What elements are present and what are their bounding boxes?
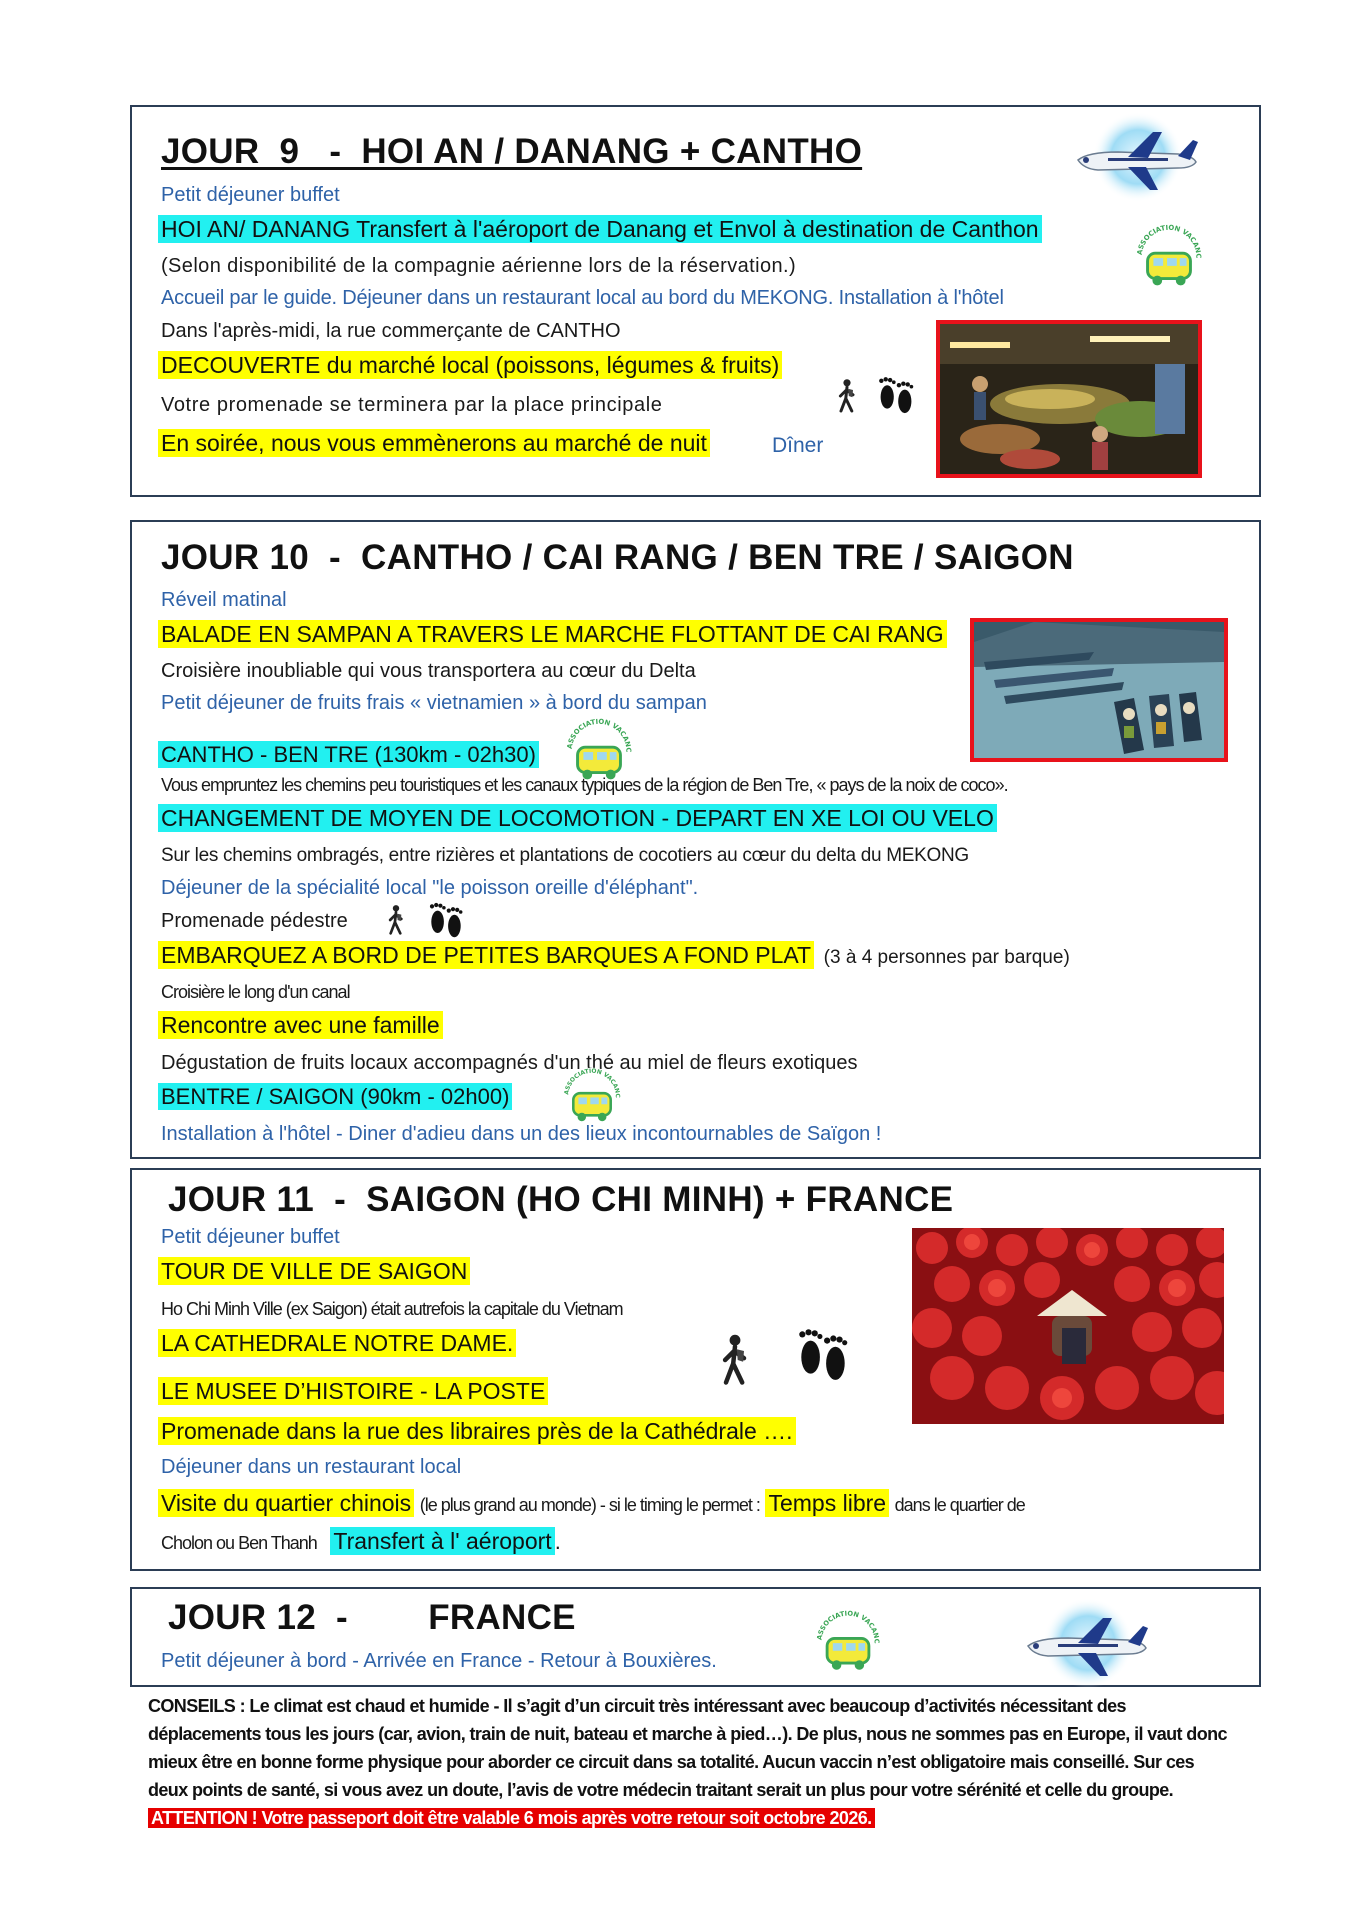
day11-lunch: Déjeuner dans un restaurant local bbox=[161, 1456, 462, 1478]
day11-breakfast: Petit déjeuner buffet bbox=[161, 1226, 340, 1248]
day9-welcome: Accueil par le guide. Déjeuner dans un restaurant local au bord du MEKONG. Installation à l'hôtel bbox=[161, 287, 1004, 309]
day10-wake: Réveil matinal bbox=[161, 589, 287, 611]
day10-family: Rencontre avec une famille bbox=[158, 1011, 443, 1039]
incense-village-photo bbox=[912, 1228, 1224, 1424]
bus-logo-icon bbox=[1130, 222, 1208, 300]
day10-title: JOUR 10 - CANTHO / CAI RANG / BEN TRE / SAIGON bbox=[161, 538, 1074, 577]
day10-change: CHANGEMENT DE MOYEN DE LOCOMOTION - DEPART EN XE LOI OU VELO bbox=[158, 804, 997, 832]
day11-museum: LE MUSEE D’HISTOIRE - LA POSTE bbox=[158, 1377, 548, 1405]
airplane-icon bbox=[1058, 112, 1208, 212]
day9-afternoon: Dans l'après-midi, la rue commerçante de CANTHO bbox=[161, 320, 621, 342]
day10-canal: Croisière le long d'un canal bbox=[161, 982, 350, 1002]
passport-warning: ATTENTION ! Votre passeport doit être valable 6 mois après votre retour soit octobre 2026. bbox=[148, 1808, 875, 1828]
day9-note: (Selon disponibilité de la compagnie aérienne lors de la réservation.) bbox=[161, 255, 797, 277]
day9-breakfast: Petit déjeuner buffet bbox=[161, 184, 340, 206]
day10-shaded: Sur les chemins ombragés, entre rizières et plantations de cocotiers au cœur du delta du MEKONG bbox=[161, 845, 969, 866]
advice-text: CONSEILS : Le climat est chaud et humide - Il s’agit d’un circuit très intéressant avec beaucoup d’activités nécessitant des déplacements tous les jours (car, avion, train de nuit, bateau et marche à pied…). De plus, nous ne sommes pas en Europe, il vaut donc mieux être en bonne forme physique pour aborder ce circuit dans sa totalité. Aucun vaccin n’est obligatoire mais conseillé. Sur ces deux points de santé, si vous avez un doute, l’avis de votre médecin traitant serait un plus pour votre sérénité et celle du groupe. bbox=[148, 1696, 1227, 1800]
day11-booksellers: Promenade dans la rue des libraires près de la Cathédrale …. bbox=[158, 1417, 796, 1445]
night-market-photo bbox=[936, 320, 1202, 478]
day10-boats-note: (3 à 4 personnes par barque) bbox=[823, 947, 1070, 968]
day10-boats: EMBARQUEZ A BORD DE PETITES BARQUES A FOND PLAT bbox=[158, 941, 814, 969]
day10-farewell: Installation à l'hôtel - Diner d'adieu dans un des lieux incontournables de Saïgon ! bbox=[161, 1123, 882, 1145]
day11-free-time: Temps libre bbox=[765, 1489, 889, 1517]
bus-logo-icon bbox=[810, 1608, 886, 1684]
day12-line: Petit déjeuner à bord - Arrivée en France - Retour à Bouxières. bbox=[161, 1650, 717, 1672]
day11-cholon: Cholon ou Ben Thanh bbox=[161, 1533, 317, 1553]
day9-discovery: DECOUVERTE du marché local (poissons, légumes & fruits) bbox=[158, 351, 782, 379]
day11-chinatown: Visite du quartier chinois bbox=[158, 1489, 414, 1517]
hiker-icon bbox=[834, 378, 860, 414]
day11-tour: TOUR DE VILLE DE SAIGON bbox=[158, 1257, 470, 1285]
floating-market-photo bbox=[970, 618, 1228, 762]
airplane-icon bbox=[1008, 1598, 1158, 1698]
day9-transfer: HOI AN/ DANANG Transfert à l'aéroport de Danang et Envol à destination de Canthon bbox=[158, 215, 1042, 243]
day10-paths: Vous empruntez les chemins peu touristiques et les canaux typiques de la région de Ben Tre, « pays de la noix de coco». bbox=[161, 775, 1008, 795]
day11-chinatown-note: (le plus grand au monde) - si le timing le permet : bbox=[419, 1495, 760, 1515]
day9-walk: Votre promenade se terminera par la place principale bbox=[161, 394, 663, 416]
day11-title: JOUR 11 - SAIGON (HO CHI MINH) + FRANCE bbox=[168, 1180, 954, 1219]
hiker-icon bbox=[385, 904, 407, 936]
footprints-icon bbox=[790, 1322, 856, 1384]
footprints-icon bbox=[874, 372, 918, 416]
day11-district: dans le quartier de bbox=[894, 1495, 1025, 1515]
day10-cruise: Croisière inoubliable qui vous transportera au cœur du Delta bbox=[161, 660, 696, 682]
day10-route: CANTHO - BEN TRE (130km - 02h30) bbox=[158, 741, 539, 768]
day10-route2: BENTRE / SAIGON (90km - 02h00) bbox=[158, 1083, 512, 1110]
day9-dinner: Dîner bbox=[772, 434, 824, 457]
day11-cathedral: LA CATHEDRALE NOTRE DAME. bbox=[158, 1329, 516, 1357]
day10-sampan: BALADE EN SAMPAN A TRAVERS LE MARCHE FLOTTANT DE CAI RANG bbox=[158, 620, 947, 648]
day10-tasting: Dégustation de fruits locaux accompagnés d'un thé au miel de fleurs exotiques bbox=[161, 1052, 858, 1074]
day11-period: . bbox=[554, 1529, 561, 1554]
day12-title: JOUR 12 - FRANCE bbox=[168, 1598, 576, 1637]
day10-breakfast: Petit déjeuner de fruits frais « vietnamien » à bord du sampan bbox=[161, 692, 707, 714]
hiker-icon bbox=[717, 1332, 753, 1388]
footprints-icon bbox=[425, 898, 467, 940]
day10-stroll: Promenade pédestre bbox=[161, 910, 348, 932]
day9-evening: En soirée, nous vous emmènerons au marché de nuit bbox=[158, 429, 710, 457]
day9-title: JOUR 9 - HOI AN / DANANG + CANTHO bbox=[161, 132, 863, 171]
day11-airport: Transfert à l' aéroport bbox=[330, 1527, 554, 1555]
day11-history: Ho Chi Minh Ville (ex Saigon) était autrefois la capitale du Vietnam bbox=[161, 1299, 623, 1319]
day10-lunch: Déjeuner de la spécialité local "le poisson oreille d'éléphant". bbox=[161, 877, 699, 899]
advice-block bbox=[148, 1692, 1238, 1832]
